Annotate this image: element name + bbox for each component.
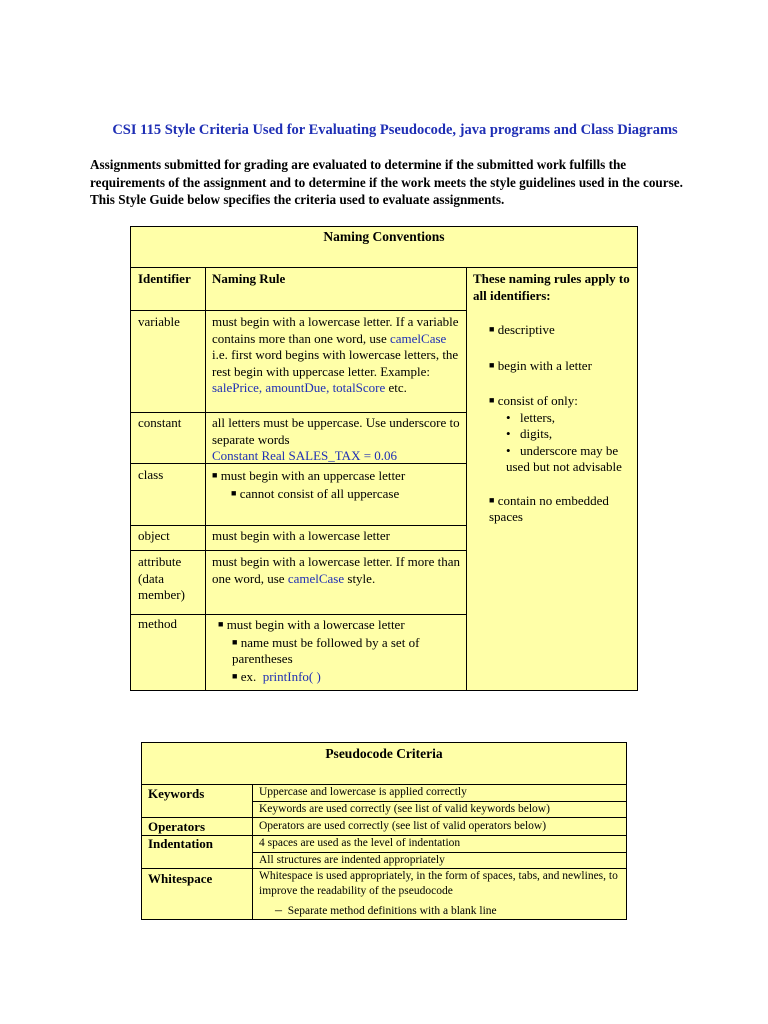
label-keywords: Keywords [148,786,205,801]
dash-icon: – [275,903,282,918]
col-naming-rule-header: Naming Rule [212,271,286,286]
bullet-icon: • [506,426,511,441]
naming-heading: Naming Conventions [323,229,445,244]
rule-method: ■ must begin with a lowercase letter ■ name must be followed by a set of parentheses ■ ex. printInfo( ) [218,617,420,684]
square-bullet-icon: ■ [232,636,238,647]
bullet-icon: • [506,409,511,425]
label-whitespace: Whitespace [148,871,213,886]
rule-variable: must begin with a lowercase letter. If a variable contains more than one word, use camelCase i.e. first word begins with lowercase letters, the rest begin with uppercase letter. Example: salePrice, amountDue, totalScore etc. [212,314,459,395]
operators-line-1: Operators are used correctly (see list of valid operators below) [259,820,547,832]
intro-paragraph: Assignments submitted for grading are evaluated to determine if the submitted work fulfills the requirements of the assignment and to determine if the work meets the style guidelines used in the course. This Style Guide below specifies the criteria used to evaluate assignments. [90,157,683,207]
square-bullet-icon: ■ [212,470,218,480]
rule-object: must begin with a lowercase letter [212,528,390,543]
keywords-line-1: Uppercase and lowercase is applied correctly [259,786,467,798]
page-title: CSI 115 Style Criteria Used for Evaluating Pseudocode, java programs and Class Diagrams [112,122,678,138]
identifier-object: object [138,528,170,543]
bullet-icon: • [506,442,511,458]
variable-example: salePrice, amountDue, totalScore [212,380,386,395]
col-identifier-header: Identifier [138,271,191,286]
square-bullet-icon: ■ [218,619,224,629]
whitespace-line-2: – Separate method definitions with a blank line [275,903,497,918]
side-heading: These naming rules apply to all identifiers: [473,271,630,303]
indentation-line-1: 4 spaces are used as the level of indentation [259,837,461,849]
method-example: printInfo( ) [262,668,321,684]
identifier-method: method [138,616,177,631]
identifier-attribute: attribute (data member) [138,554,185,602]
identifier-class: class [138,467,164,482]
pseudo-heading: Pseudocode Criteria [325,746,443,761]
square-bullet-icon: ■ [231,487,237,498]
indentation-line-2: All structures are indented appropriately [259,854,445,866]
rule-class: ■ must begin with an uppercase letter ■ cannot consist of all uppercase [212,468,406,501]
square-bullet-icon: ■ [489,395,495,405]
square-bullet-icon: ■ [489,494,495,505]
identifier-variable: variable [138,314,180,329]
whitespace-line-1: Whitespace is used appropriately, in the form of spaces, tabs, and newlines, to improve the readability of the pseudocode [259,870,618,897]
constant-example: Constant Real SALES_TAX = 0.06 [212,448,398,463]
square-bullet-icon: ■ [489,324,495,334]
camelcase-term: camelCase [287,570,345,586]
rule-constant: all letters must be uppercase. Use underscore to separate words Constant Real SALES_TAX = 0.06 [212,415,460,463]
label-indentation: Indentation [148,836,214,851]
square-bullet-icon: ■ [232,670,238,681]
square-bullet-icon: ■ [489,359,495,370]
keywords-line-2: Keywords are used correctly (see list of valid keywords below) [259,803,550,815]
camelcase-term: camelCase [389,330,447,346]
naming-side-panel: These naming rules apply to all identifiers: ■ descriptive ■ begin with a letter ■ consist of only: • letters, • digits, • underscore may be used but not advisable ■ contain no embedded spaces [473,271,633,526]
label-operators: Operators [148,819,206,834]
rule-attribute: must begin with a lowercase letter. If more than one word, use camelCase style. [212,554,461,586]
identifier-constant: constant [138,415,182,430]
